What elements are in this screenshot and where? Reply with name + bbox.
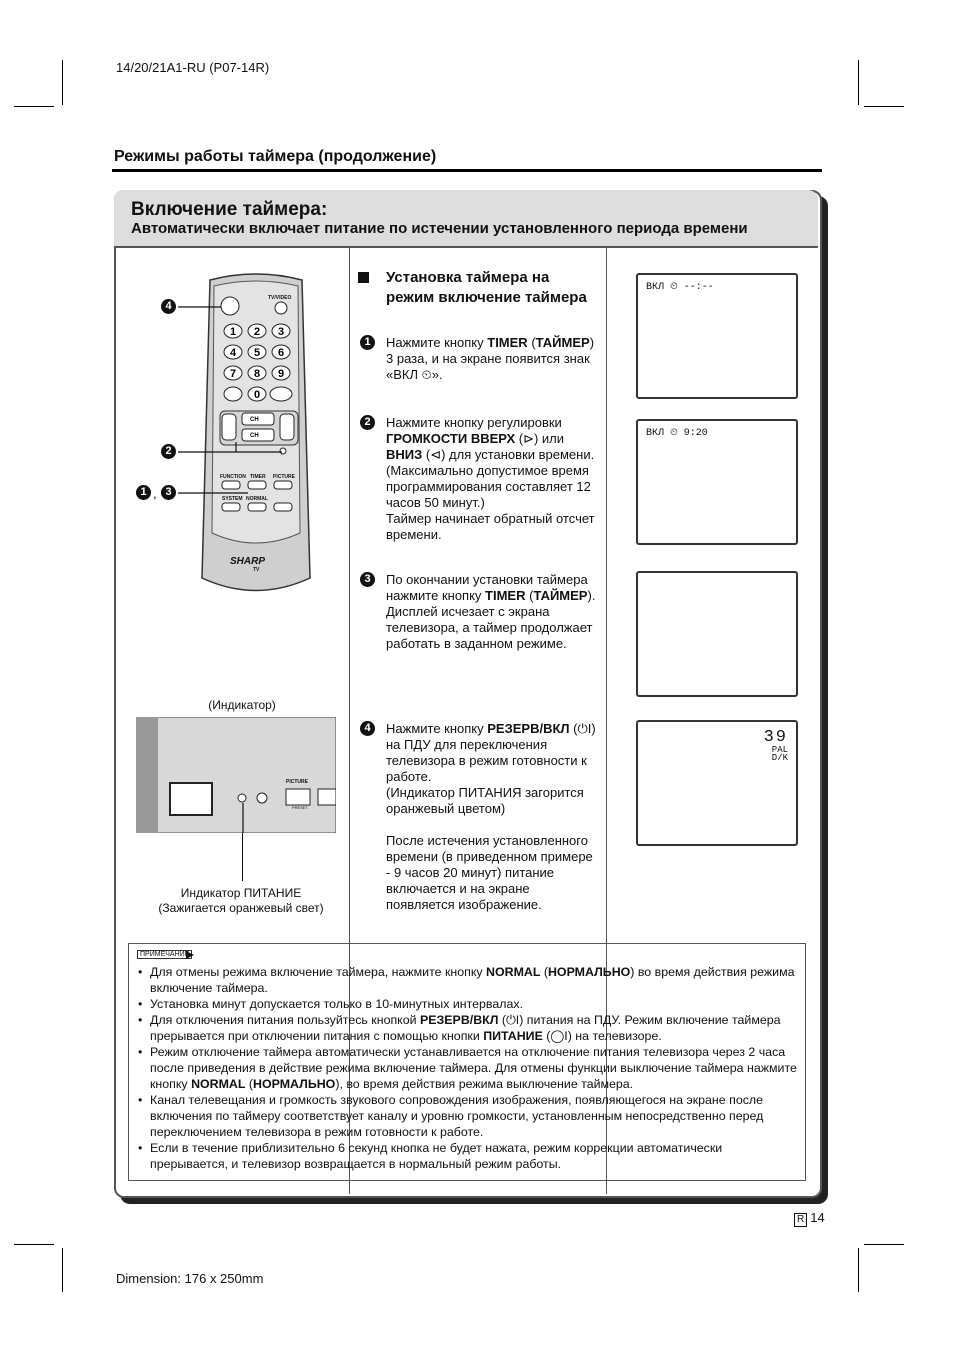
tv-screen-step-1 <box>636 273 798 399</box>
keypad-digit: 7 <box>229 368 237 380</box>
callout-badge: 2 <box>161 444 176 459</box>
document-code: 14/20/21A1-RU (P07-14R) <box>116 60 270 75</box>
crop-mark <box>864 1244 904 1245</box>
note-arrow-icon <box>186 951 194 959</box>
step-number: 4 <box>360 721 375 736</box>
tv-screen-step-2 <box>636 419 798 545</box>
note-list <box>136 964 800 1172</box>
callout-badge: 3 <box>161 485 176 500</box>
keypad-digit: 2 <box>253 326 261 338</box>
step-number: 1 <box>360 335 375 350</box>
callout-badge: 1 <box>136 485 151 500</box>
note-item: • Если в течение приблизительно 6 секунд кнопка не будет нажата, режим коррекции автоматически прерывается, и телевизор возвращается в нормальный режим работы. <box>136 1140 800 1172</box>
system-readout: PAL D/K <box>771 745 788 763</box>
callout-separator: , <box>153 486 157 501</box>
indicator-caption: (Индикатор) <box>208 698 276 712</box>
channel-number: 39 <box>763 728 788 747</box>
page-number: R 14 <box>794 1210 825 1227</box>
system-label: SYSTEM <box>222 496 243 502</box>
note-tag: ПРИМЕЧАНИЕ <box>137 950 192 959</box>
keypad-digit: 1 <box>229 326 237 338</box>
keypad-digit: 0 <box>253 389 261 401</box>
preset-label: PRESET <box>292 805 309 810</box>
step-number: 3 <box>360 572 375 587</box>
note-item: • Установка минут допускается только в 10-минутных интервалах. <box>136 996 800 1012</box>
step-4-text: Нажмите кнопку РЕЗЕРВ/ВКЛ (⏻I) на ПДУ для переключения телевизора в режим готовности к работе. (Индикатор ПИТАНИЯ загорится оранжевый цветом) После истечения установленного времени (в приведенном примере - 9 часов 20 минут) питание включается и на экране появляется изображение. <box>386 721 596 912</box>
keypad-digit: 3 <box>277 326 285 338</box>
keypad-digit: 5 <box>253 347 261 359</box>
crop-mark <box>62 1248 63 1292</box>
picture-label: PICTURE <box>273 474 295 480</box>
picture-label: PICTURE <box>286 779 308 785</box>
steps-heading: Установка таймера на режим включение таймера <box>386 269 587 306</box>
tv-screen-step-4 <box>636 720 798 846</box>
panel-subtitle: Автоматически включает питание по истечении установленного периода времени <box>131 220 748 237</box>
keypad-digit: 9 <box>277 368 285 380</box>
keypad-digit: 4 <box>229 347 237 359</box>
step-3-text: По окончании установки таймера нажмите кнопку TIMER (ТАЙМЕР). Дисплей исчезает с экрана телевизора, а таймер продолжает работать в заданном режиме. <box>386 572 596 651</box>
dimension-label: Dimension: 176 x 250mm <box>116 1271 264 1286</box>
crop-mark <box>858 60 859 105</box>
osd-text: ВКЛ ⏲ 9:20 <box>646 428 708 439</box>
step-number: 2 <box>360 415 375 430</box>
bullet-square <box>358 272 369 283</box>
panel-title: Включение таймера: <box>131 199 328 220</box>
region-mark: R <box>794 1213 807 1227</box>
keypad-digit: 8 <box>253 368 261 380</box>
crop-mark <box>14 106 54 107</box>
tv-screen-step-3 <box>636 571 798 697</box>
channel-key-label: CH <box>250 417 259 423</box>
note-item: • Для отключения питания пользуйтесь кнопкой РЕЗЕРВ/ВКЛ (⏻I) питания на ПДУ. Режим включение таймера прерывается при отключении питания с помощью кнопки ПИТАНИЕ (◯I) на телевизоре. <box>136 1012 800 1044</box>
crop-mark <box>858 1248 859 1292</box>
normal-label: NORMAL <box>246 496 268 502</box>
section-title: Режимы работы таймера (продолжение) <box>114 148 437 165</box>
leader-line <box>242 833 243 881</box>
crop-mark <box>864 106 904 107</box>
function-label: FUNCTION <box>220 474 246 480</box>
note-item: • Режим отключение таймера автоматически устанавливается на отключение питания телевизора через 2 часа после приведения в действие режима включение таймера. Для отмены функции выключение таймера нажмите кнопку NORMAL (НОРМАЛЬНО), во время действия режима выключение таймера. <box>136 1044 800 1092</box>
remote-control-illustration <box>150 268 340 628</box>
power-indicator-label: Индикатор ПИТАНИЕ <box>180 886 302 900</box>
timer-label: TIMER <box>250 474 266 480</box>
crop-mark <box>14 1244 54 1245</box>
brand-logo: SHARP <box>230 556 266 567</box>
note-item: • Канал телевещания и громкость звукового сопровождения изображения, появляющегося на экране после включения по таймеру соответствует каналу и уровню громкости, установленным непосредственно перед переключением телевизора в режим готовности к работе. <box>136 1092 800 1140</box>
section-rule <box>112 169 822 172</box>
power-indicator-sublabel: (Зажигается оранжевый свет) <box>158 901 324 915</box>
keypad-digit: 6 <box>277 347 285 359</box>
tv-video-label: TV/VIDEO <box>268 295 292 301</box>
crop-mark <box>62 60 63 105</box>
channel-key-label: CH <box>250 433 259 439</box>
brand-sub: TV <box>253 567 260 573</box>
osd-text: ВКЛ ⏲ --:-- <box>646 282 714 293</box>
step-2-text: Нажмите кнопку регулировки ГРОМКОСТИ ВВЕРХ (⊳) или ВНИЗ (⊲) для установки времени. (Максимально допустимое время программирования составляет 12 часов 50 минут.) Таймер начинает обратный отсчет времени. <box>386 415 595 542</box>
tv-front-panel-illustration <box>136 717 336 833</box>
step-1-text: Нажмите кнопку TIMER (ТАЙМЕР) 3 раза, и на экране появится знак «ВКЛ ⏲». <box>386 335 595 382</box>
note-item: • Для отмены режима включение таймера, нажмите кнопку NORMAL (НОРМАЛЬНО) во время действия режима включение таймера. <box>136 964 800 996</box>
callout-badge: 4 <box>161 299 176 314</box>
